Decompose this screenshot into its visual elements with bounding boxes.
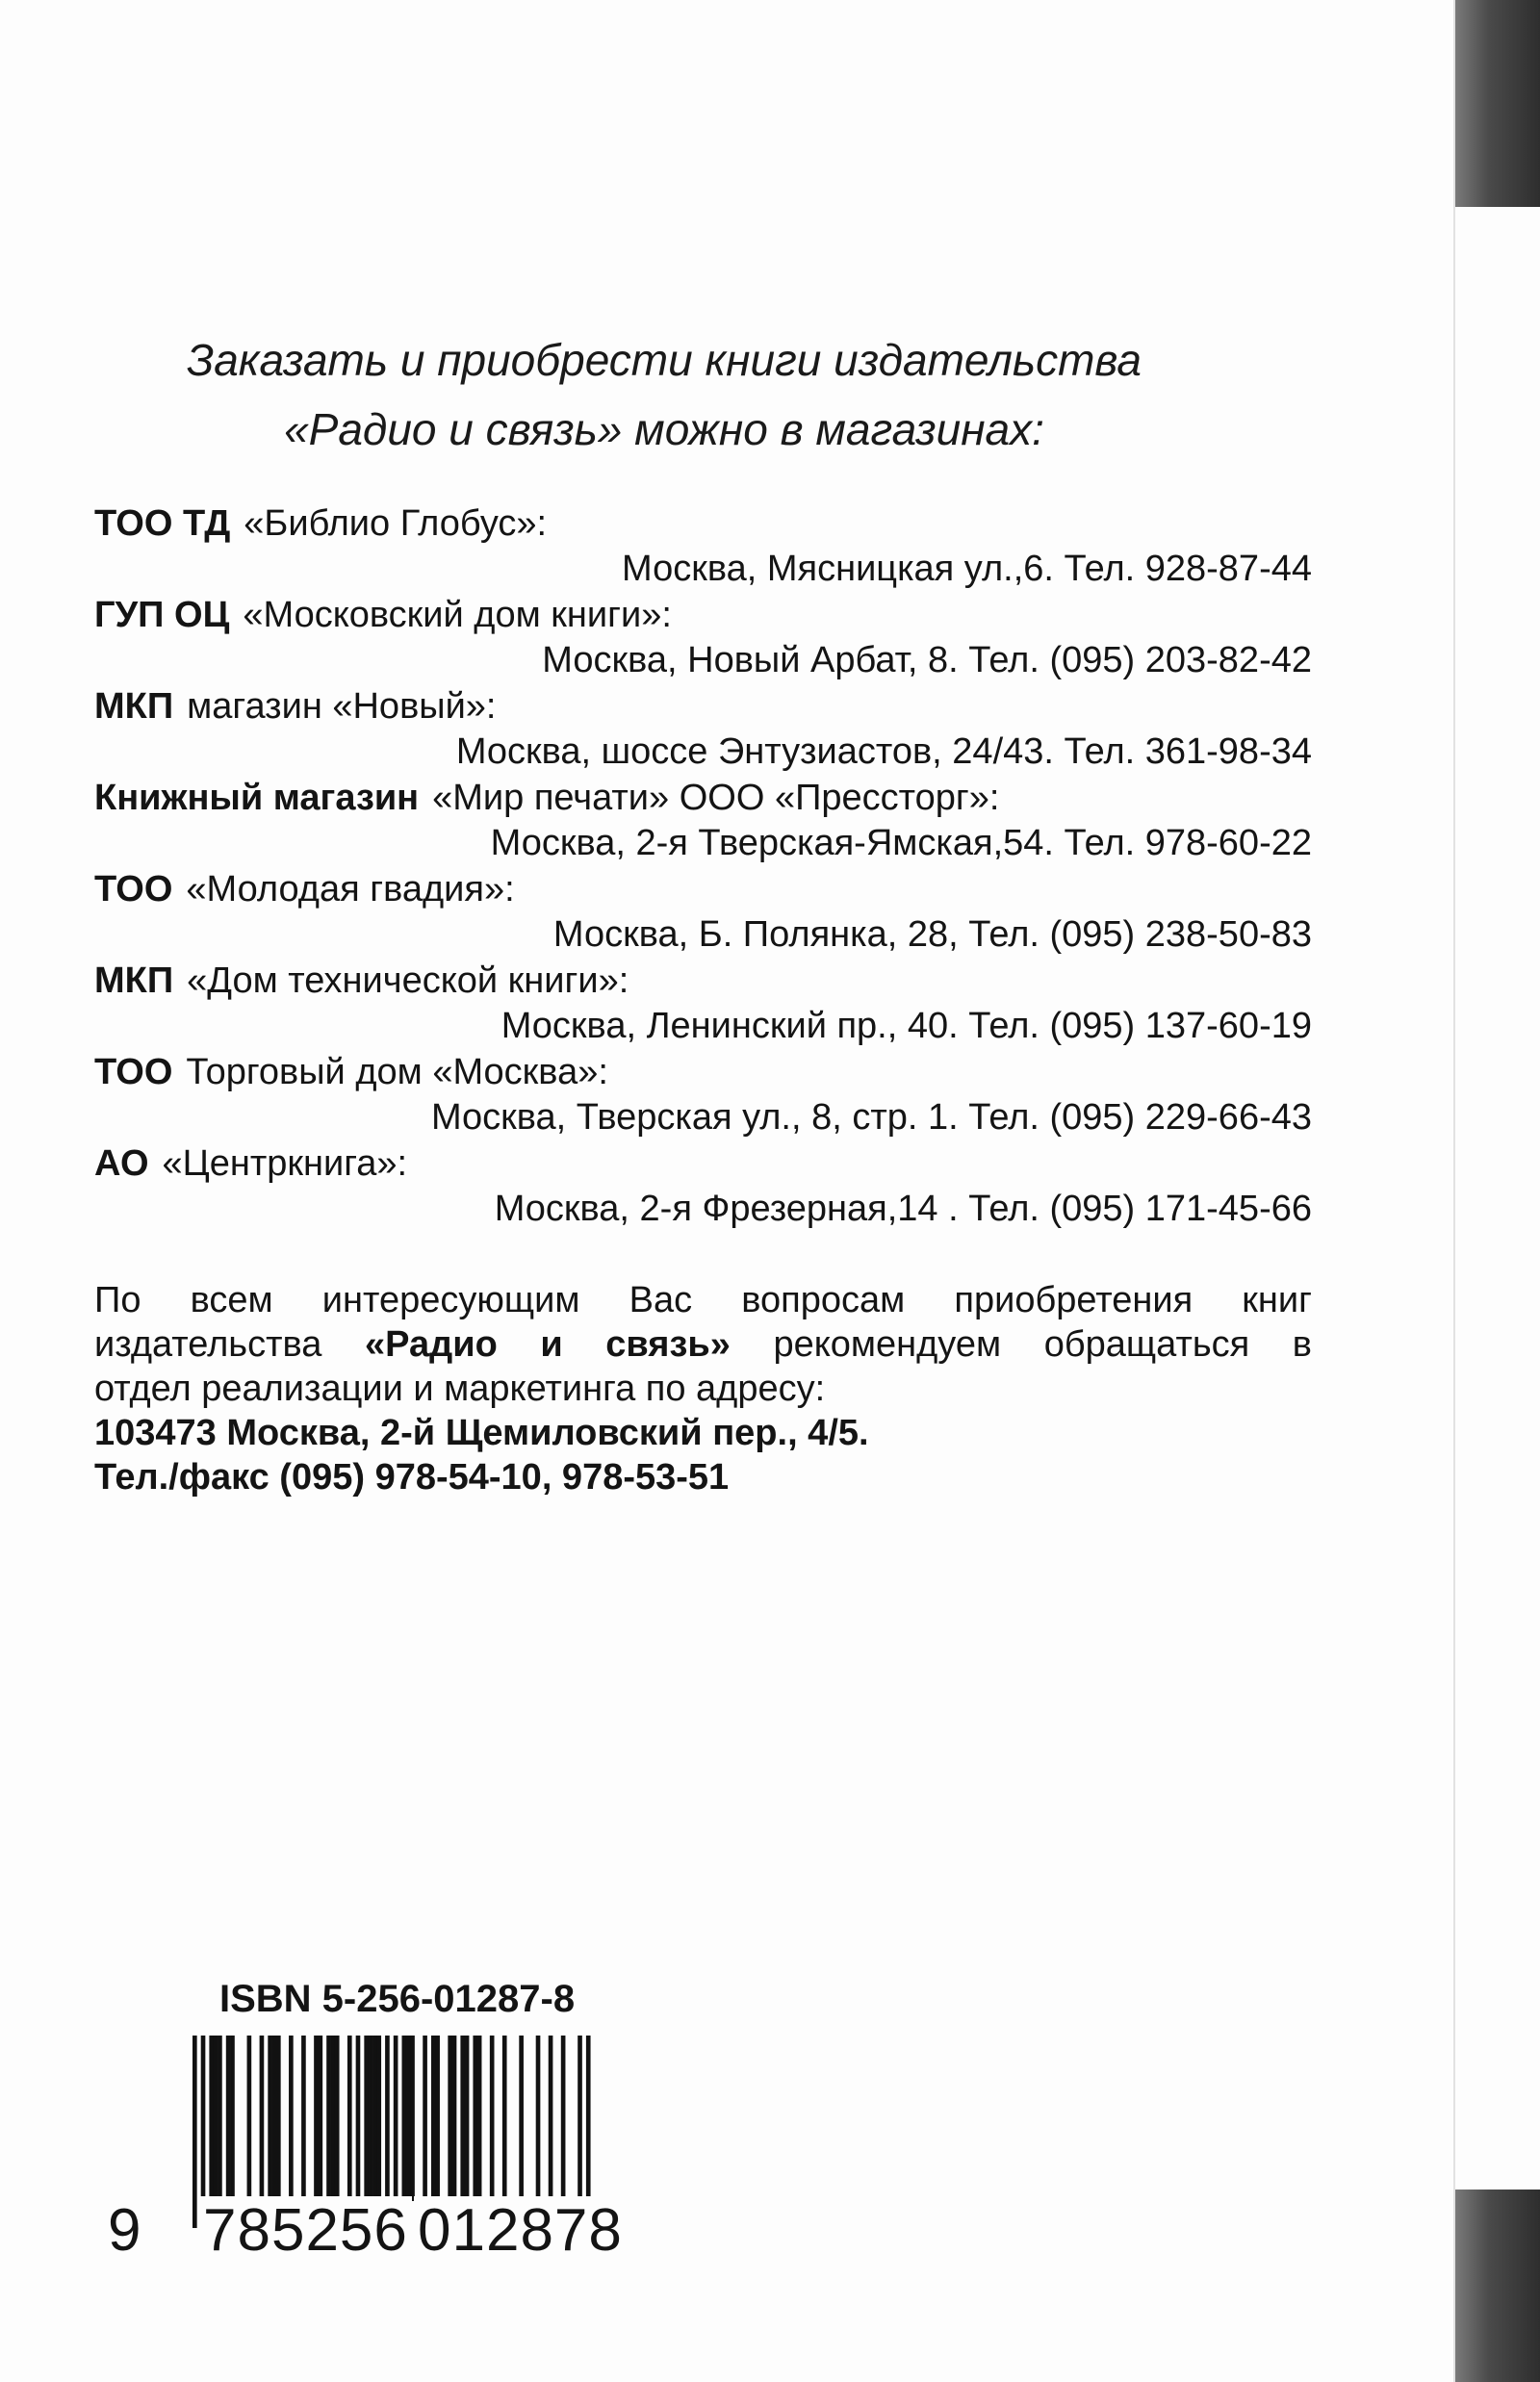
- shop-org: ТОО: [94, 1052, 173, 1092]
- barcode-bar: [230, 2036, 235, 2201]
- shop-address: Москва, Тверская ул., 8, стр. 1. Тел. (095) 229-66-43: [430, 1097, 1312, 1138]
- publisher-name: «Радио и связь»: [364, 1324, 731, 1365]
- intro-heading: [0, 325, 1328, 464]
- barcode-bar: [431, 2036, 436, 2201]
- shop-address: Москва, 2-я Фрезерная,14 . Тел. (095) 171-45-66: [494, 1189, 1312, 1229]
- barcode-bar: [410, 2036, 415, 2201]
- shop-entry: [94, 775, 1312, 866]
- shop-list: [94, 500, 1312, 1232]
- barcode-bar: [460, 2036, 465, 2201]
- barcode-left-digits: 785256: [199, 2196, 412, 2266]
- barcode-bar: [519, 2036, 524, 2201]
- barcode-bar: [301, 2036, 306, 2201]
- shop-name-line: [94, 683, 1312, 730]
- shop-address: Москва, Ленинский пр., 40. Тел. (095) 137-60-19: [500, 1006, 1312, 1046]
- barcode-bar: [289, 2036, 294, 2201]
- shop-name-line: [94, 1140, 1312, 1187]
- info-line-2-post: рекомендуем обращаться в: [773, 1324, 1312, 1365]
- barcode-bar: [226, 2036, 231, 2201]
- shop-title: «Московский дом книги»:: [243, 595, 672, 635]
- barcode-bar: [247, 2036, 252, 2201]
- shop-address: Москва, Мясницкая ул.,6. Тел. 928-87-44: [622, 549, 1312, 589]
- shop-title: «Центркнига»:: [162, 1143, 408, 1184]
- barcode-bar: [276, 2036, 281, 2201]
- shop-org: ТОО: [94, 869, 173, 909]
- contact-phone: Тел./факс (095) 978-54-10, 978-53-51: [94, 1457, 730, 1498]
- barcode-bar: [268, 2036, 272, 2201]
- page-edge-shadow-bottom: [1455, 2190, 1540, 2382]
- shop-name-line: [94, 958, 1312, 1004]
- intro-line-2: «Радио и связь» можно в магазинах:: [284, 404, 1044, 454]
- info-line-2-pre: издательства: [94, 1324, 322, 1365]
- shop-title: магазин «Новый»:: [187, 686, 497, 727]
- shop-org: Книжный магазин: [94, 778, 420, 818]
- barcode-bar: [423, 2036, 427, 2201]
- barcode-bar: [448, 2036, 452, 2201]
- barcode-bar: [402, 2036, 407, 2201]
- isbn-label: ISBN 5-256-01287-8: [219, 1978, 576, 2020]
- info-line-2: [94, 1322, 1312, 1367]
- shop-title: «Мир печати» ООО «Прессторг»:: [432, 778, 1000, 818]
- shop-name-line: [94, 500, 1312, 547]
- page-edge-line: [1453, 0, 1455, 2382]
- barcode-bar: [347, 2036, 352, 2201]
- barcode-bar: [214, 2036, 218, 2201]
- shop-address: Москва, Новый Арбат, 8. Тел. (095) 203-82-42: [542, 640, 1312, 680]
- shop-address: Москва, шоссе Энтузиастов, 24/43. Тел. 361-98-34: [455, 731, 1312, 772]
- barcode-bar: [314, 2036, 319, 2201]
- barcode-bar: [477, 2036, 482, 2201]
- shop-org: МКП: [94, 960, 174, 1001]
- barcode-bar: [490, 2036, 495, 2201]
- barcode-bar: [356, 2036, 361, 2201]
- shop-address: Москва, 2-я Тверская-Ямская,54. Тел. 978-60-22: [490, 823, 1312, 863]
- shop-entry: [94, 1140, 1312, 1232]
- shop-org: ТОО ТД: [94, 503, 231, 544]
- intro-line-1: Заказать и приобрести книги издательства: [186, 335, 1142, 385]
- shop-org: ГУП ОЦ: [94, 595, 230, 635]
- barcode-right-digits: 012878: [414, 2196, 627, 2266]
- shop-entry: [94, 592, 1312, 683]
- barcode-bar: [319, 2036, 323, 2201]
- barcode-bar: [435, 2036, 440, 2201]
- barcode-bar: [549, 2036, 553, 2201]
- barcode-bar: [406, 2036, 411, 2201]
- barcode-bar: [369, 2036, 373, 2201]
- shop-org: АО: [94, 1143, 149, 1184]
- barcode-bar: [218, 2036, 222, 2201]
- shop-name-line: [94, 866, 1312, 912]
- shop-address: Москва, Б. Полянка, 28, Тел. (095) 238-50-83: [552, 914, 1312, 955]
- barcode-bar: [502, 2036, 507, 2201]
- barcode-bar: [465, 2036, 470, 2201]
- shop-title: Торговый дом «Москва»:: [186, 1052, 608, 1092]
- barcode-first-digit: 9: [108, 2197, 141, 2264]
- shop-entry: [94, 958, 1312, 1049]
- shop-title: «Молодая гвадия»:: [186, 869, 515, 909]
- shop-entry: [94, 683, 1312, 775]
- shop-name-line: [94, 775, 1312, 821]
- barcode-bar: [331, 2036, 336, 2201]
- barcode-bar: [364, 2036, 369, 2201]
- contact-address: 103473 Москва, 2-й Щемиловский пер., 4/5.: [94, 1413, 869, 1453]
- shop-entry: [94, 1049, 1312, 1140]
- barcode-bar: [372, 2036, 377, 2201]
- barcode-bar: [536, 2036, 541, 2201]
- shop-org: МКП: [94, 686, 174, 727]
- barcode-bar: [473, 2036, 477, 2201]
- shop-title: «Дом технической книги»:: [187, 960, 629, 1001]
- info-line-3: отдел реализации и маркетинга по адресу:: [94, 1369, 826, 1409]
- barcode-bar: [335, 2036, 340, 2201]
- shop-entry: [94, 866, 1312, 958]
- barcode-bar: [376, 2036, 381, 2201]
- contact-info: [94, 1278, 1312, 1499]
- barcode-guard-bar: [192, 2036, 197, 2228]
- barcode-bar: [326, 2036, 331, 2201]
- shop-name-line: [94, 1049, 1312, 1095]
- page-edge-shadow-top: [1455, 0, 1540, 207]
- shop-title: «Библио Глобус»:: [244, 503, 548, 544]
- shop-entry: [94, 500, 1312, 592]
- barcode-bar: [561, 2036, 566, 2201]
- barcode-bar: [260, 2036, 265, 2201]
- barcode-bar: [272, 2036, 277, 2201]
- shop-name-line: [94, 592, 1312, 638]
- barcode-bar: [452, 2036, 457, 2201]
- info-line-1: По всем интересующим Вас вопросам приобретения книг: [94, 1280, 1312, 1320]
- barcode-bar: [209, 2036, 214, 2201]
